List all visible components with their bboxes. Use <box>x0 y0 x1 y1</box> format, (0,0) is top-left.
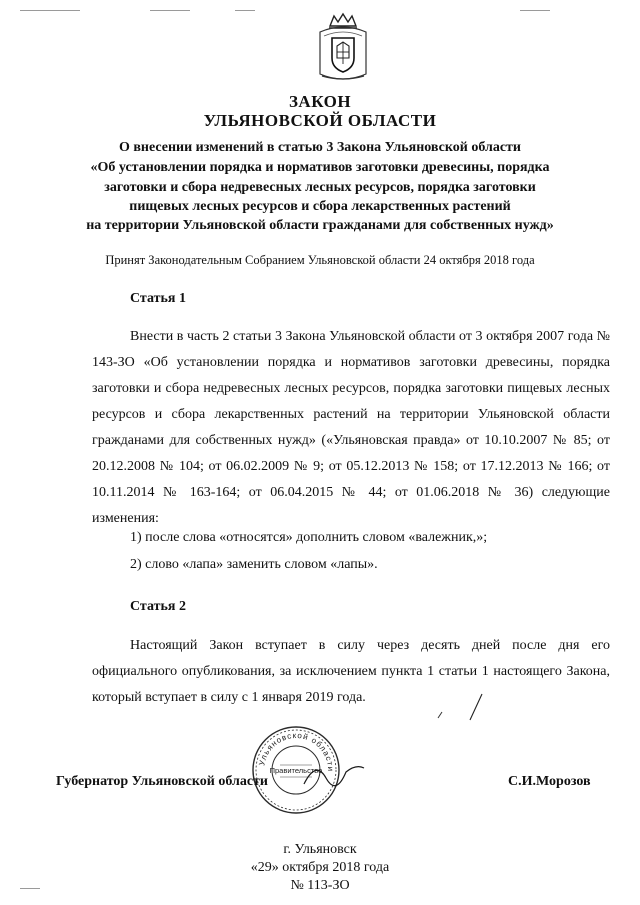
article-1-item-1: 1) после слова «относятся» дополнить словом «валежник,»; <box>130 530 488 545</box>
footer-city: г. Ульяновск <box>283 842 357 857</box>
signatory-position: Губернатор Ульяновской области <box>56 774 268 789</box>
seal-center-text: Правительство <box>269 766 323 775</box>
law-title: ЗАКОН <box>288 92 352 111</box>
scan-mark <box>150 10 190 11</box>
scan-mark <box>520 10 550 11</box>
article-2-heading: Статья 2 <box>130 599 186 614</box>
footer-date: «29» октября 2018 года <box>250 860 390 875</box>
article-1-paragraph: Внести в часть 2 статьи 3 Закона Ульяновской области от 3 октября 2007 года № 143-ЗО «Об установлении порядка и нормативов заготовки древесины, порядка заготовки и сбора недревесных лесных ресурсов, порядка заготовки пищевых лесных ресурсов и сбора лекарственных растений на территории Ульяновской области гражданами для собственных нужд» («Ульяновская правда» от 10.10.2007 № 85; от 20.12.2008 № 104; от 06.02.2009 № 9; от 05.12.2013 № 158; от 17.12.2013 № 166; от 10.11.2014 № 163-164; от 06.04.2015 № 44; от 01.06.2018 № 36) следующие изменения: <box>92 329 610 526</box>
subject-line: «Об установлении порядка и нормативов заготовки древесины, порядка <box>90 160 550 175</box>
seal-ring-text: Ульяновской области <box>257 730 336 773</box>
signature-icon <box>300 754 370 794</box>
footer-number: № 113-ЗО <box>290 878 350 893</box>
subject-line: О внесении изменений в статью 3 Закона Ульяновской области <box>118 140 521 155</box>
subject-line: заготовки и сбора недревесных лесных ресурсов, порядка заготовки <box>104 180 536 195</box>
subject-line: на территории Ульяновской области гражданами для собственных нужд» <box>86 218 554 233</box>
article-1-item-2: 2) слово «лапа» заменить словом «лапы». <box>130 557 378 572</box>
article-1-heading: Статья 1 <box>130 291 186 306</box>
scan-mark <box>235 10 255 11</box>
subject-line: пищевых лесных ресурсов и сбора лекарственных растений <box>129 199 511 214</box>
article-2-paragraph: Настоящий Закон вступает в силу через десять дней после дня его официального опубликования, за исключением пункта 1 статьи 1 настоящего Закона, который вступает в силу с 1 января 2019 года. <box>92 638 610 705</box>
law-region: УЛЬЯНОВСКОЙ ОБЛАСТИ <box>203 111 437 130</box>
adopted-note: Принят Законодательным Собранием Ульяновской области 24 октября 2018 года <box>105 253 535 267</box>
scan-mark <box>20 10 80 11</box>
coat-of-arms-icon <box>316 12 370 84</box>
handwritten-mark <box>432 690 488 724</box>
signatory-name: С.И.Морозов <box>508 774 591 789</box>
